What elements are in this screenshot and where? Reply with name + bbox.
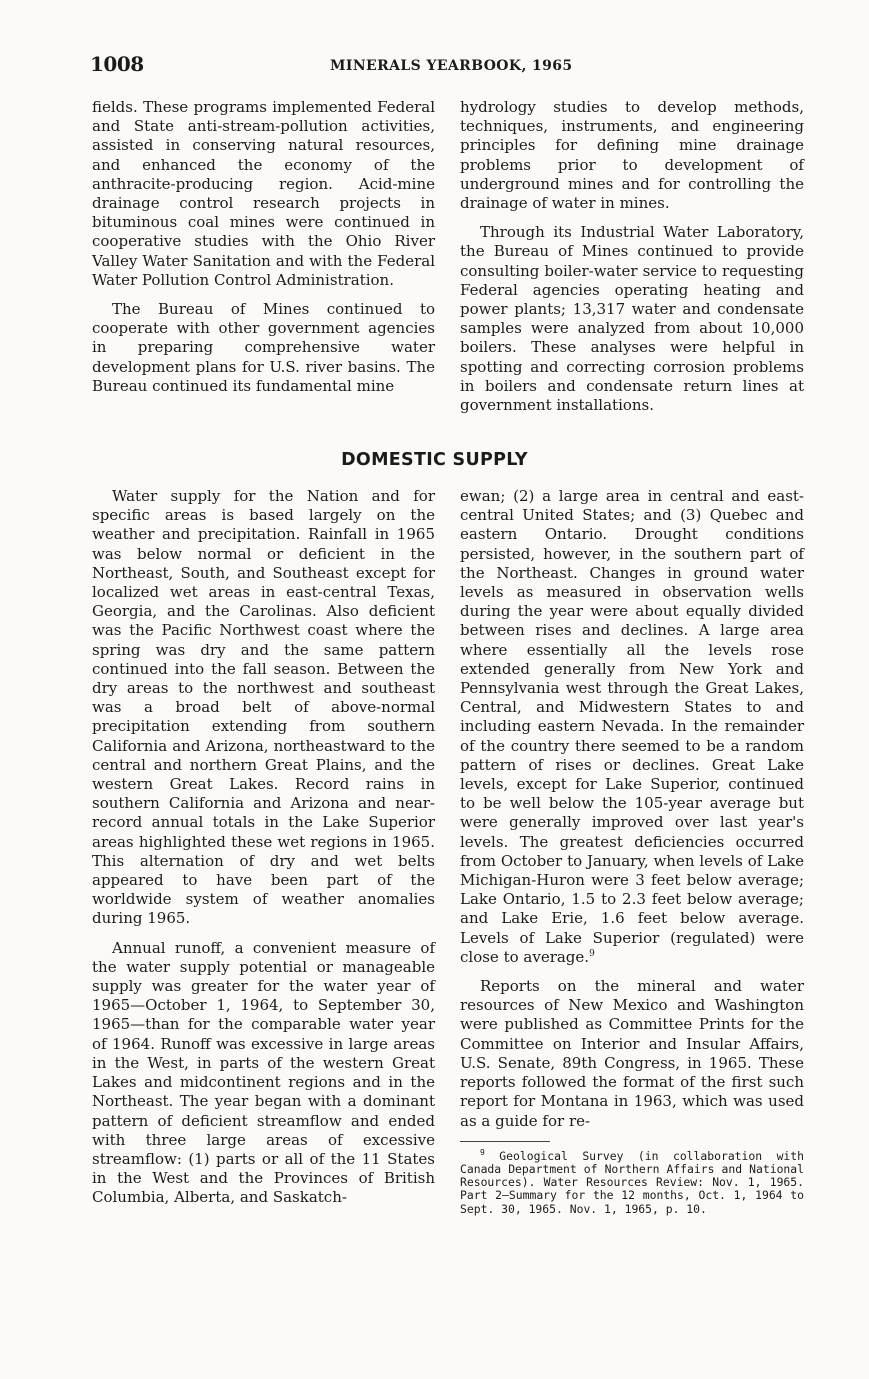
footnote <box>460 1147 804 1216</box>
footnote-marker: 9 <box>480 1147 485 1157</box>
section-heading: DOMESTIC SUPPLY <box>341 450 528 470</box>
running-title: MINERALS YEARBOOK, 1965 <box>330 58 573 74</box>
bottom-right-column <box>460 487 804 1216</box>
top-left-column <box>92 98 435 396</box>
footnote-text: Geological Survey (in collaboration with Canada Department of Northern Affairs and National Resources). Water Resources Review: Nov. 1, 1965. Part 2—Summary for the 12 months, Oct. 1, 1964 to Sept. 30, 1965. Nov. 1, 1965, p. 10. <box>460 1148 804 1216</box>
footnote-divider <box>460 1141 550 1142</box>
paragraph: Water supply for the Nation and for specific areas is based largely on the weather and precipitation. Rainfall in 1965 was below normal or deficient in the Northeast, South, and Southeast except for localized wet areas in east-central Texas, Georgia, and the Carolinas. Also deficient was the Pacific Northwest coast where the spring was dry and the same pattern continued into the fall season. Between the dry areas to the northwest and southeast was a broad belt of above-normal precipitation extending from southern California and Arizona, northeastward to the central and northern Great Plains, and the western Great Lakes. Record rains in southern California and Arizona and near-record annual totals in the Lake Superior areas highlighted these wet regions in 1965. This alternation of dry and wet belts appeared to have been part of the worldwide system of weather anomalies during 1965. <box>92 487 435 928</box>
paragraph: Annual runoff, a convenient measure of the water supply potential or manageable supply was greater for the water year of 1965—October 1, 1964, to September 30, 1965—than for the comparable water year of 1964. Runoff was excessive in large areas in the West, in parts of the western Great Lakes and midcontinent regions and in the Northeast. The year began with a dominant pattern of deficient streamflow and ended with three large areas of excessive streamflow: (1) parts or all of the 11 States in the West and the Provinces of British Columbia, Alberta, and Saskatch- <box>92 938 435 1207</box>
paragraph: Through its Industrial Water Laboratory, the Bureau of Mines continued to provide consulting boiler-water service to requesting Federal agencies operating heating and power plants; 13,317 water and condensate samples were analyzed from about 10,000 boilers. These analyses were helpful in spotting and correcting corrosion problems in boilers and condensate return lines at government installations. <box>460 223 804 415</box>
paragraph: Reports on the mineral and water resources of New Mexico and Washington were published as Committee Prints for the Committee on Interior and Insular Affairs, U.S. Senate, 89th Congress, in 1965. These reports followed the format of the first such report for Montana in 1963, which was used as a guide for re- <box>460 977 804 1130</box>
bottom-left-column <box>92 487 435 1208</box>
paragraph: The Bureau of Mines continued to cooperate with other government agencies in preparing comprehensive water development plans for U.S. river basins. The Bureau continued its fundamental mine <box>92 300 435 395</box>
paragraph: hydrology studies to develop methods, techniques, instruments, and engineering principles for defining mine drainage problems prior to development of underground mines and for controlling the drainage of water in mines. <box>460 98 804 213</box>
top-right-column <box>460 98 804 415</box>
page-number: 1008 <box>90 52 144 76</box>
paragraph-text: ewan; (2) a large area in central and east-central United States; and (3) Quebec and eastern Ontario. Drought conditions persisted, however, in the southern part of the Northeast. Changes in ground water levels as measured in observation wells during the year were about equally divided between rises and declines. A large area where essentially all the levels rose extended generally from New York and Pennsylvania west through the Great Lakes, Central, and Midwestern States to and including eastern Nevada. In the remainder of the country there seemed to be a random pattern of rises or declines. Great Lake levels, except for Lake Superior, continued to be well below the 105-year average but were generally improved over last year's levels. The greatest deficiencies occurred from October to January, when levels of Lake Michigan-Huron were 3 feet below average; Lake Ontario, 1.5 to 2.3 feet below average; and Lake Erie, 1.6 feet below average. Levels of Lake Superior (regulated) were close to average. <box>460 487 804 966</box>
paragraph <box>460 487 804 967</box>
footnote-reference: 9 <box>589 948 595 959</box>
paragraph: fields. These programs implemented Federal and State anti-stream-pollution activities, assisted in conserving natural resources, and enhanced the economy of the anthracite-producing region. Acid-mine drainage control research projects in bituminous coal mines were continued in cooperative studies with the Ohio River Valley Water Sanitation and with the Federal Water Pollution Control Administration. <box>92 98 435 289</box>
